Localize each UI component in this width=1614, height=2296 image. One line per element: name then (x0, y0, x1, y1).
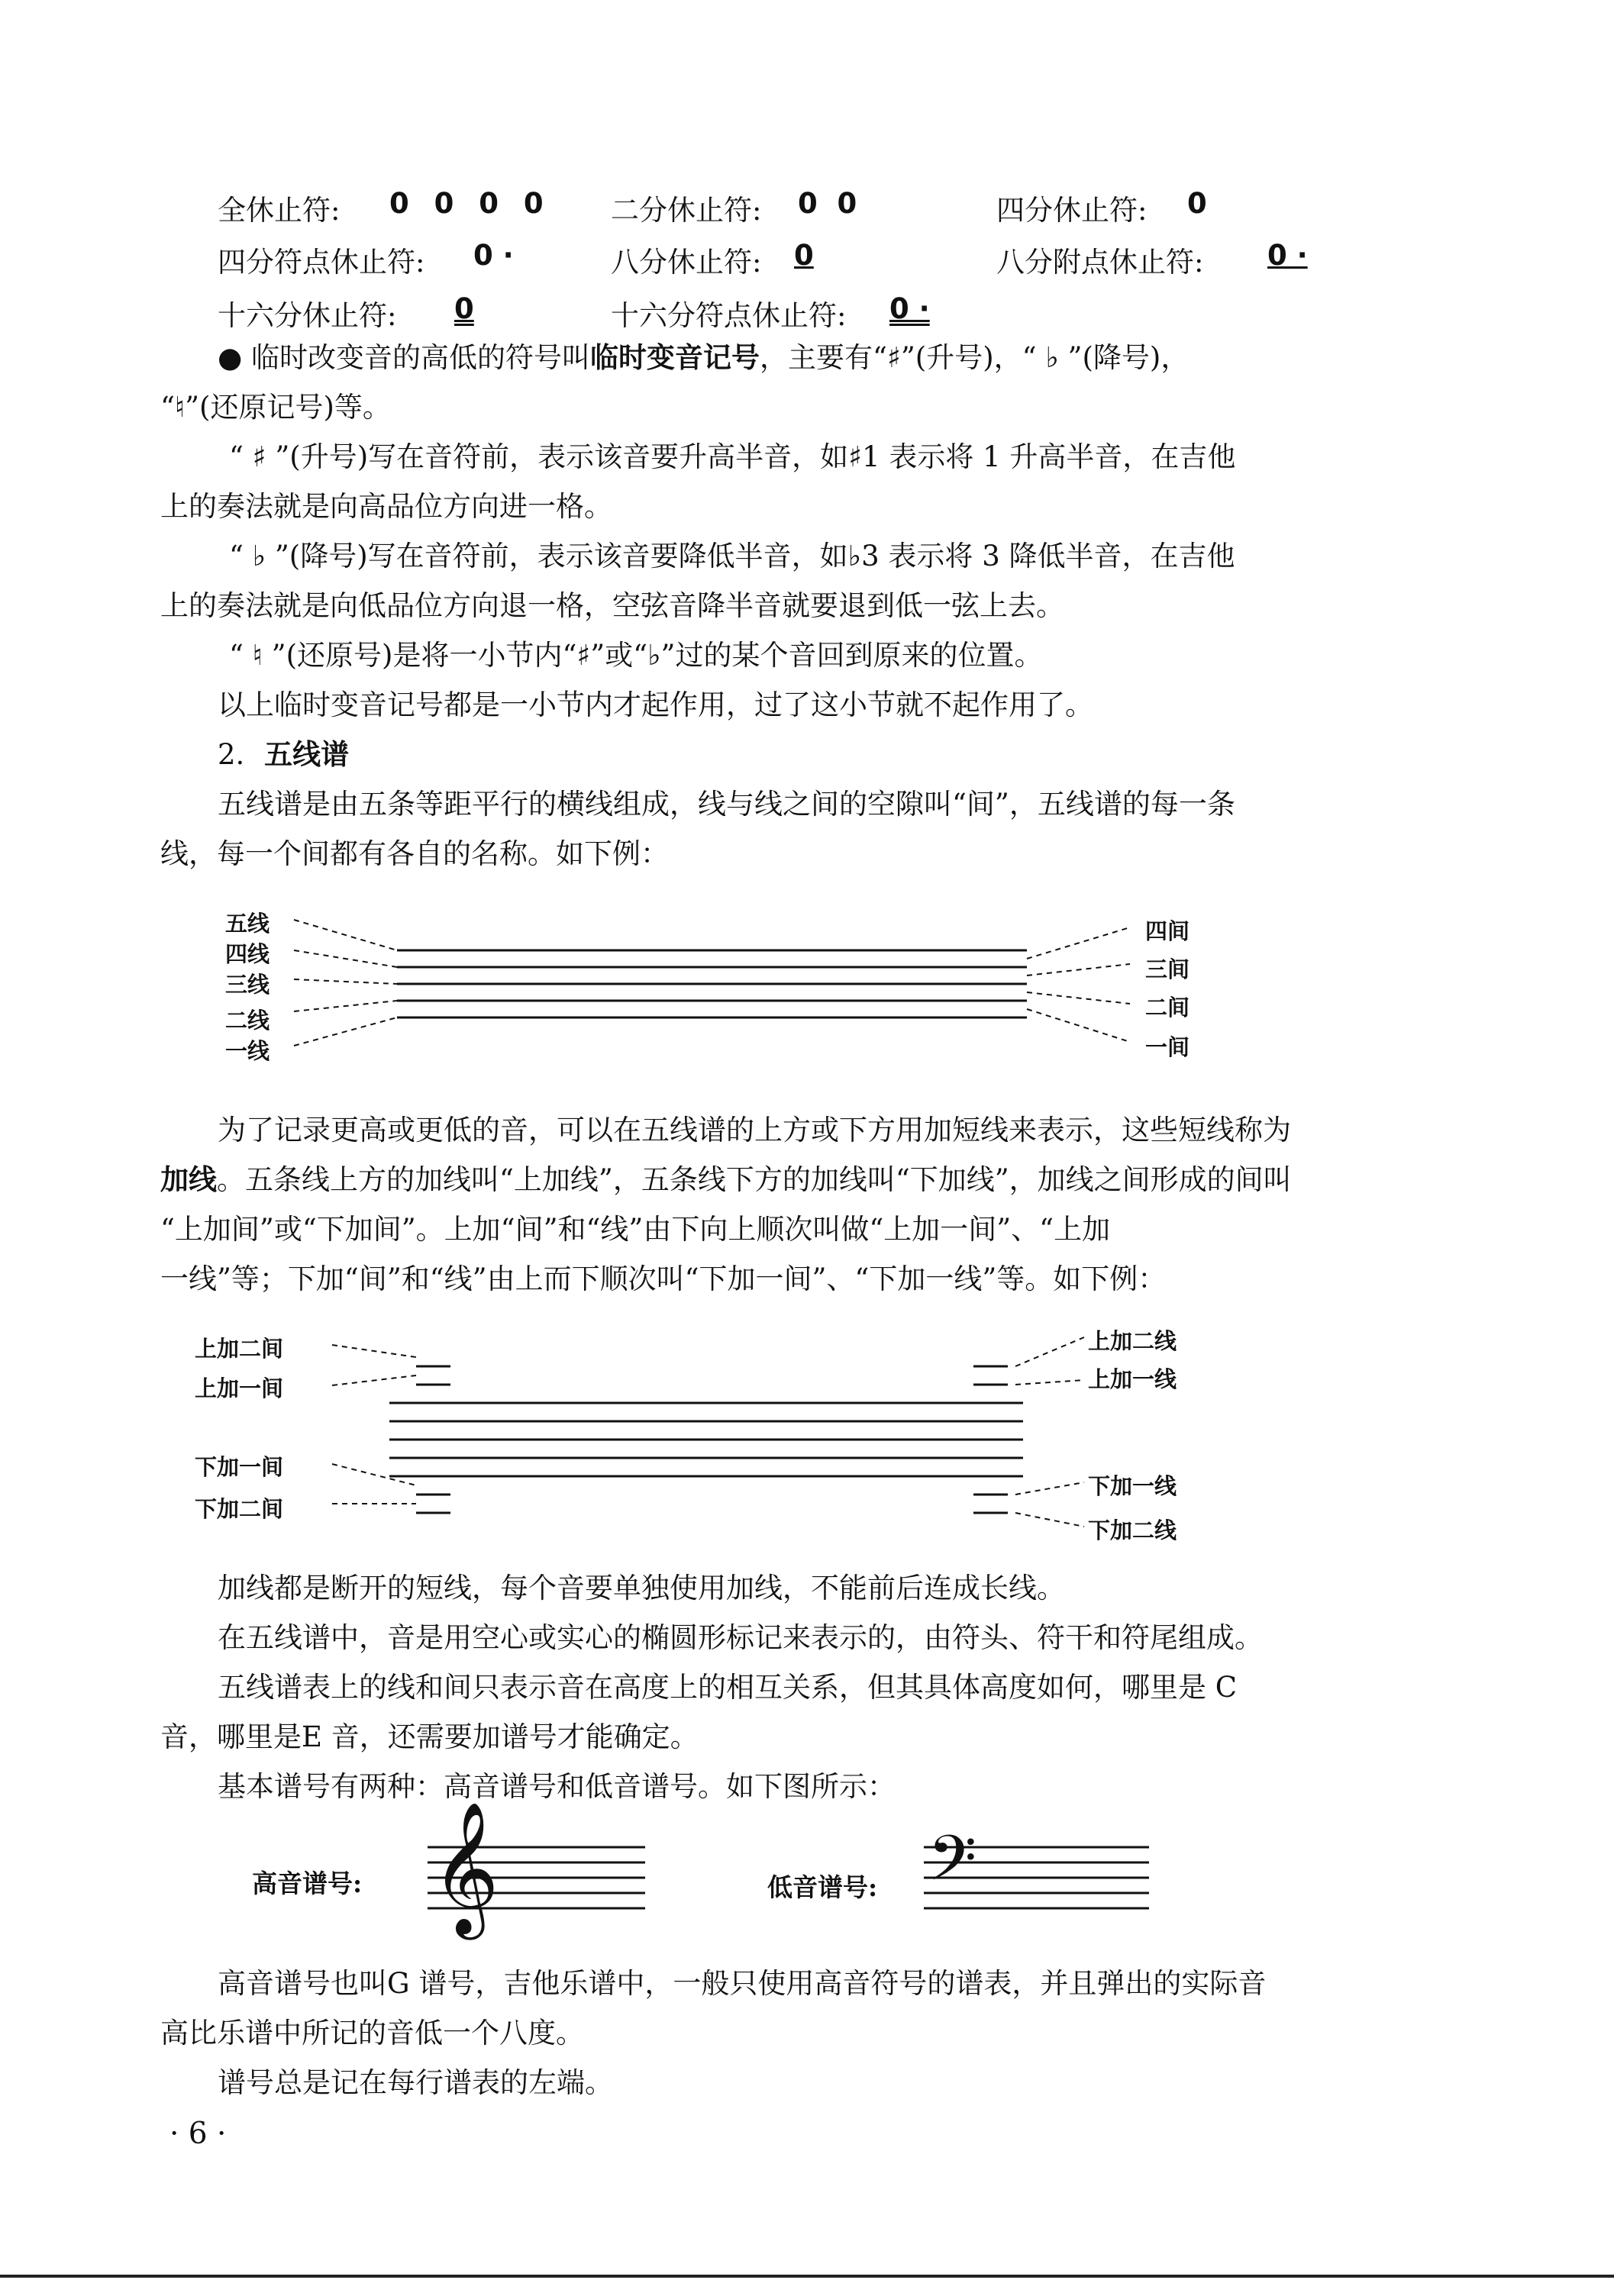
clef-para-line-2: 高比乐谱中所记的音低一个八度。 (160, 2017, 584, 2049)
section-title: 五线谱 (264, 737, 350, 771)
quarter-rest-label: 四分休止符: (996, 194, 1148, 227)
ledger-para-line-1: 为了记录更高或更低的音，可以在五线谱的上方或下方用加短线来表示，这些短线称为 (218, 1114, 1291, 1146)
ledger-label-upper-line2: 上加二线 (1088, 1328, 1177, 1354)
treble-clef-icon: 𝄞 (431, 1801, 499, 1934)
ledger-label-lower-space1: 下加一间 (195, 1454, 284, 1480)
sixteenth-rest-symbol: 0 (454, 292, 474, 325)
clef-para-line-1: 高音谱号也叫G 谱号，吉他乐谱中，一般只使用高音符号的谱表，并且弹出的实际音 (218, 1967, 1267, 2000)
dotted-sixteenth-rest-symbol: 0 · (889, 292, 930, 325)
staff-label-line3: 三线 (225, 972, 270, 998)
ledger-label-lower-space2: 下加二间 (195, 1496, 284, 1522)
ledger-label-upper-space1: 上加一间 (195, 1375, 284, 1401)
after-ledger-line-4: 音，哪里是E 音，还需要加谱号才能确定。 (160, 1720, 699, 1753)
after-ledger-line-5: 基本谱号有两种：高音谱号和低音谱号。如下图所示： (218, 1770, 896, 1803)
after-ledger-line-2: 在五线谱中，音是用空心或实心的椭圆形标记来表示的，由符头、符干和符尾组成。 (218, 1621, 1263, 1654)
flat-line-1: “ ♭ ”(降号)写在音符前，表示该音要降低半音，如♭3 表示将 3 降低半音，在吉他 (229, 540, 1235, 572)
bullet-text: ● 临时改变音的高低的符号叫 (218, 341, 591, 374)
dotted-eighth-rest-symbol: 0 · (1267, 239, 1308, 272)
sharp-line-2: 上的奏法就是向高品位方向进一格。 (160, 490, 612, 523)
dotted-quarter-rest-symbol: 0 · (473, 239, 514, 272)
flat-line-2: 上的奏法就是向低品位方向退一格，空弦音降半音就要退到低一弦上去。 (160, 589, 1064, 622)
accidentals-intro-line2: “♮”(还原记号)等。 (160, 391, 391, 424)
page-number: · 6 · (169, 2117, 227, 2151)
staff-intro-line-2: 线，每一个间都有各自的名称。如下例： (160, 837, 669, 870)
ledger-para-line-3: “上加间”或“下加间”。上加“间”和“线”由下向上顺次叫做“上加一间”、“上加 (160, 1213, 1111, 1246)
accidentals-term: 临时变音记号 (590, 340, 760, 374)
staff-label-space3: 三间 (1145, 956, 1190, 982)
sharp-line-1: “ ♯ ”(升号)写在音符前，表示该音要升高半音，如♯1 表示将 1 升高半音，在吉他 (229, 440, 1236, 473)
ledger-para-line-2-rest: 。五条线上方的加线叫“上加线”，五条线下方的加线叫“下加线”，加线之间形成的间叫 (217, 1163, 1292, 1196)
eighth-rest-symbol: 0 (794, 239, 814, 272)
dotted-quarter-rest-label: 四分符点休止符: (218, 246, 425, 279)
staff-intro-line-1: 五线谱是由五条等距平行的横线组成，线与线之间的空隙叫“间”，五线谱的每一条 (218, 788, 1235, 821)
sixteenth-rest-label: 十六分休止符: (218, 299, 397, 332)
dotted-eighth-rest-label: 八分附点休止符: (996, 246, 1204, 279)
ledger-label-lower-line1: 下加一线 (1088, 1473, 1177, 1499)
ledger-label-upper-space2: 上加二间 (195, 1336, 284, 1362)
staff-label-line2: 二线 (225, 1008, 270, 1034)
bass-clef-label: 低音谱号: (767, 1872, 878, 1902)
section-number: 2. (218, 738, 245, 771)
staff-label-line5: 五线 (225, 911, 270, 937)
whole-rest-symbol: 0 0 0 0 (389, 187, 551, 220)
bass-clef-icon: 𝄢 (928, 1821, 977, 1911)
ledger-label-lower-line2: 下加二线 (1088, 1517, 1177, 1543)
after-ledger-line-1: 加线都是断开的短线，每个音要单独使用加线，不能前后连成长线。 (218, 1572, 1065, 1604)
staff-label-line1: 一线 (225, 1038, 270, 1064)
staff-label-space1: 一间 (1145, 1034, 1190, 1060)
dotted-sixteenth-rest-label: 十六分符点休止符: (611, 299, 847, 332)
accidentals-scope-line: 以上临时变音记号都是一小节内才起作用，过了这小节就不起作用了。 (218, 688, 1093, 721)
staff-label-line4: 四线 (225, 941, 270, 967)
staff-label-space4: 四间 (1145, 918, 1190, 944)
natural-line: “ ♮ ”(还原号)是将一小节内“♯”或“♭”过的某个音回到原来的位置。 (229, 639, 1043, 672)
accidentals-intro-rest: ，主要有“♯”(升号)，“ ♭ ”(降号)， (760, 341, 1190, 374)
whole-rest-label: 全休止符: (218, 194, 341, 227)
half-rest-label: 二分休止符: (611, 194, 762, 227)
staff-label-space2: 二间 (1145, 995, 1190, 1021)
ledger-para-line-4: 一线”等；下加“间”和“线”由上而下顺次叫“下加一间”、“下加一线”等。如下例： (160, 1262, 1167, 1295)
ledger-label-upper-line1: 上加一线 (1088, 1366, 1177, 1392)
half-rest-symbol: 0 0 (798, 187, 857, 220)
clef-para-line-3: 谱号总是记在每行谱表的左端。 (218, 2066, 613, 2099)
treble-clef-label: 高音谱号: (252, 1869, 363, 1898)
eighth-rest-label: 八分休止符: (611, 246, 762, 279)
quarter-rest-symbol: 0 (1187, 187, 1207, 220)
after-ledger-line-3: 五线谱表上的线和间只表示音在高度上的相互关系，但其具体高度如何，哪里是 C (218, 1671, 1238, 1704)
page-bottom-rule (0, 2275, 1614, 2278)
ledger-term: 加线 (160, 1163, 217, 1196)
